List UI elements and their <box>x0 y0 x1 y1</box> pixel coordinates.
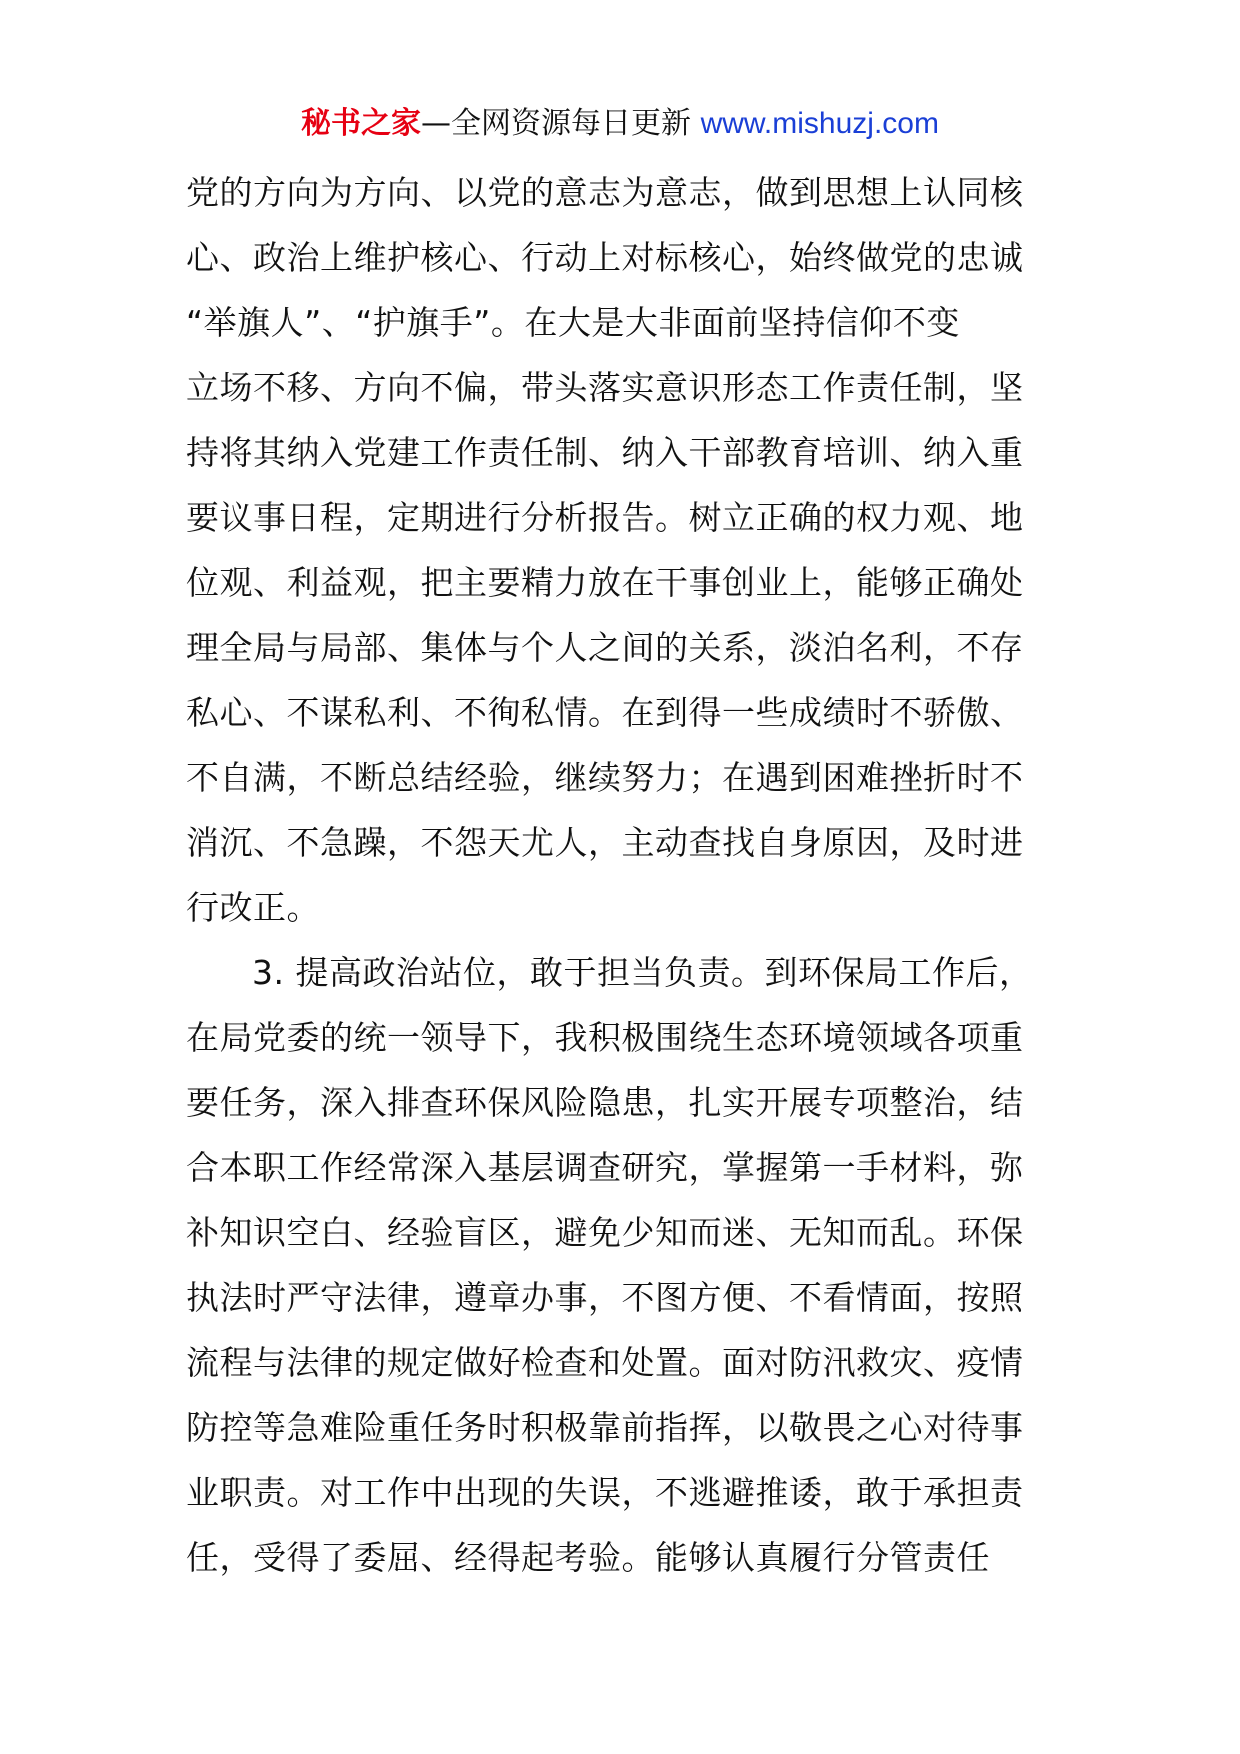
text-line: 持将其纳入党建工作责任制、纳入干部教育培训、纳入重 <box>186 433 1024 472</box>
text-line: 心、政治上维护核心、行动上对标核心，始终做党的忠诚 <box>186 238 1024 277</box>
text-line: 党的方向为方向、以党的意志为意志，做到思想上认同核 <box>186 173 1024 212</box>
text-line: 私心、不谋私利、不徇私情。在到得一些成绩时不骄傲、 <box>186 693 1024 732</box>
text-line: 行改正。 <box>186 888 320 927</box>
page-header <box>0 104 1240 144</box>
header-url-link[interactable]: www.mishuzj.com <box>700 107 939 140</box>
text-line: 位观、利益观，把主要精力放在干事创业上，能够正确处 <box>186 563 1024 602</box>
header-brand: 秘书之家 <box>301 106 422 141</box>
text-line: 要任务，深入排查环保风险隐患，扎实开展专项整治，结 <box>186 1083 1024 1122</box>
text-line: 消沉、不急躁，不怨天尤人，主动查找自身原因，及时进 <box>186 823 1024 862</box>
text-line: 业职责。对工作中出现的失误，不逃避推诿，敢于承担责 <box>186 1473 1024 1512</box>
header-tagline: —全网资源每日更新 <box>421 106 701 141</box>
text-line: 理全局与局部、集体与个人之间的关系，淡泊名利，不存 <box>186 628 1024 667</box>
text-line: 流程与法律的规定做好检查和处置。面对防汛救灾、疫情 <box>186 1343 1024 1382</box>
text-line: 补知识空白、经验盲区，避免少知而迷、无知而乱。环保 <box>186 1213 1024 1252</box>
document-body <box>186 160 1066 1590</box>
text-line: 防控等急难险重任务时积极靠前指挥，以敬畏之心对待事 <box>186 1408 1024 1447</box>
text-line: 立场不移、方向不偏，带头落实意识形态工作责任制，坚 <box>186 368 1024 407</box>
text-line: 任，受得了委屈、经得起考验。能够认真履行分管责任 <box>186 1538 990 1577</box>
text-line: 执法时严守法律，遵章办事，不图方便、不看情面，按照 <box>186 1278 1024 1317</box>
text-line: 在局党委的统一领导下，我积极围绕生态环境领域各项重 <box>186 1018 1024 1057</box>
text-line: 合本职工作经常深入基层调查研究，掌握第一手材料，弥 <box>186 1148 1024 1187</box>
text-line: “举旗人”、“护旗手”。在大是大非面前坚持信仰不变 <box>186 303 960 342</box>
text-line: 不自满，不断总结经验，继续努力；在遇到困难挫折时不 <box>186 758 1024 797</box>
section-heading-line: 3. 提高政治站位，敢于担当负责。到环保局工作后， <box>252 953 1033 992</box>
text-line: 要议事日程，定期进行分析报告。树立正确的权力观、地 <box>186 498 1024 537</box>
